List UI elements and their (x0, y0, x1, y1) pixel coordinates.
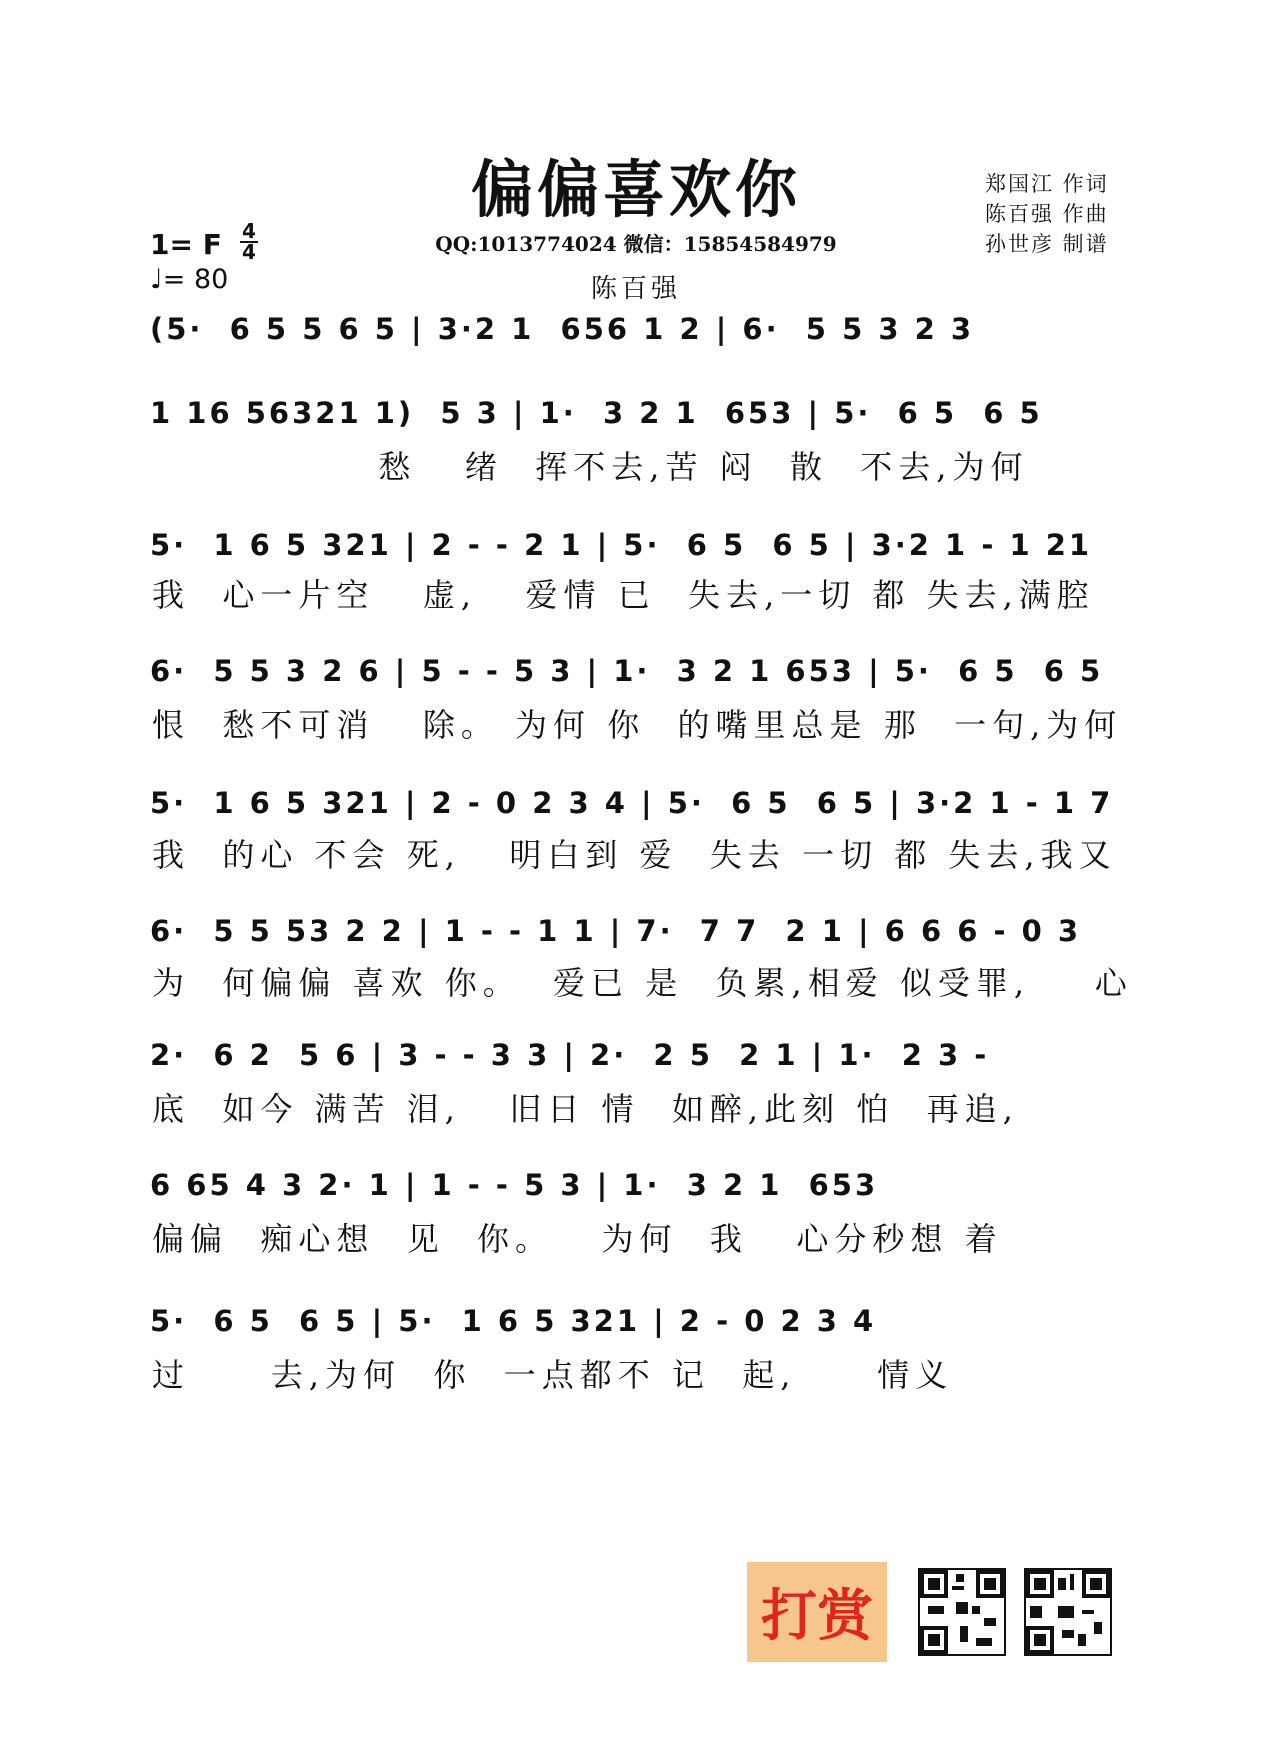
score-row-1-notes: (5· 6 5 5 6 5 | 3·2 1 656 1 2 | 6· 5 5 3 2 3 (150, 312, 975, 346)
song-title: 偏偏喜欢你 (470, 153, 801, 226)
score-row-5-notes: 5· 1 6 5 321 | 2 - 0 2 3 4 | 5· 6 5 6 5 | 3·2 1 - 1 7 (150, 786, 1114, 820)
transcriber-credit: 孙世彦 制谱 (985, 232, 1109, 256)
tempo-marking: ♩= 80 (150, 264, 229, 295)
score-row-8-lyrics: 偏偏 痴心想 见 你。 为何 我 心分秒想 着 (152, 1220, 1003, 1258)
alipay-qr-icon (1024, 1568, 1112, 1656)
score-row-4-lyrics: 恨 愁不可消 除。 为何 你 的嘴里总是 那 一句,为何 (152, 706, 1123, 744)
time-denominator: 4 (242, 240, 256, 264)
singer-name: 陈百强 (590, 274, 681, 304)
wechat-qr-icon (918, 1568, 1006, 1656)
score-row-6-lyrics: 为 何偏偏 喜欢 你。 爱已 是 负累,相爱 似受罪, 心 (152, 964, 1133, 1002)
time-signature (240, 219, 258, 264)
score-row-7-notes: 2· 6 2 5 6 | 3 - - 3 3 | 2· 2 5 2 1 | 1· 2 3 - (150, 1038, 990, 1072)
lyricist-credit: 郑国江 作词 (985, 172, 1109, 196)
score-row-9-lyrics: 过 去,为何 你 一点都不 记 起, 情义 (152, 1356, 954, 1394)
score-row-4-notes: 6· 5 5 3 2 6 | 5 - - 5 3 | 1· 3 2 1 653 | 5· 6 5 6 5 (150, 654, 1104, 688)
contact-info: QQ:1013774024 微信：15854584979 (435, 232, 837, 256)
score-row-3-notes: 5· 1 6 5 321 | 2 - - 2 1 | 5· 6 5 6 5 | 3·2 1 - 1 21 (150, 528, 1093, 562)
score-row-7-lyrics: 底 如今 满苦 泪, 旧日 情 如醉,此刻 怕 再追, (152, 1090, 1019, 1128)
time-numerator: 4 (242, 219, 256, 243)
score-row-3-lyrics: 我 心一片空 虚, 爱情 已 失去,一切 都 失去,满腔 (152, 576, 1095, 614)
score-row-6-notes: 6· 5 5 53 2 2 | 1 - - 1 1 | 7· 7 7 2 1 | 6 6 6 - 0 3 (150, 914, 1082, 948)
tip-label[interactable]: 打赏 (761, 1584, 873, 1649)
score-row-8-notes: 6 65 4 3 2· 1 | 1 - - 5 3 | 1· 3 2 1 653 (150, 1168, 879, 1202)
score-row-2-notes: 1 16 56321 1) 5 3 | 1· 3 2 1 653 | 5· 6 5 6 5 (150, 396, 1043, 430)
score-row-2-lyrics: 愁 绪 挥不去,苦 闷 散 不去,为何 (152, 448, 1029, 486)
key-signature: 1= F (150, 228, 222, 261)
score-row-9-notes: 5· 6 5 6 5 | 5· 1 6 5 321 | 2 - 0 2 3 4 (150, 1304, 877, 1338)
composer-credit: 陈百强 作曲 (985, 202, 1109, 226)
score-row-5-lyrics: 我 的心 不会 死, 明白到 爱 失去 一切 都 失去,我又 (152, 836, 1117, 874)
